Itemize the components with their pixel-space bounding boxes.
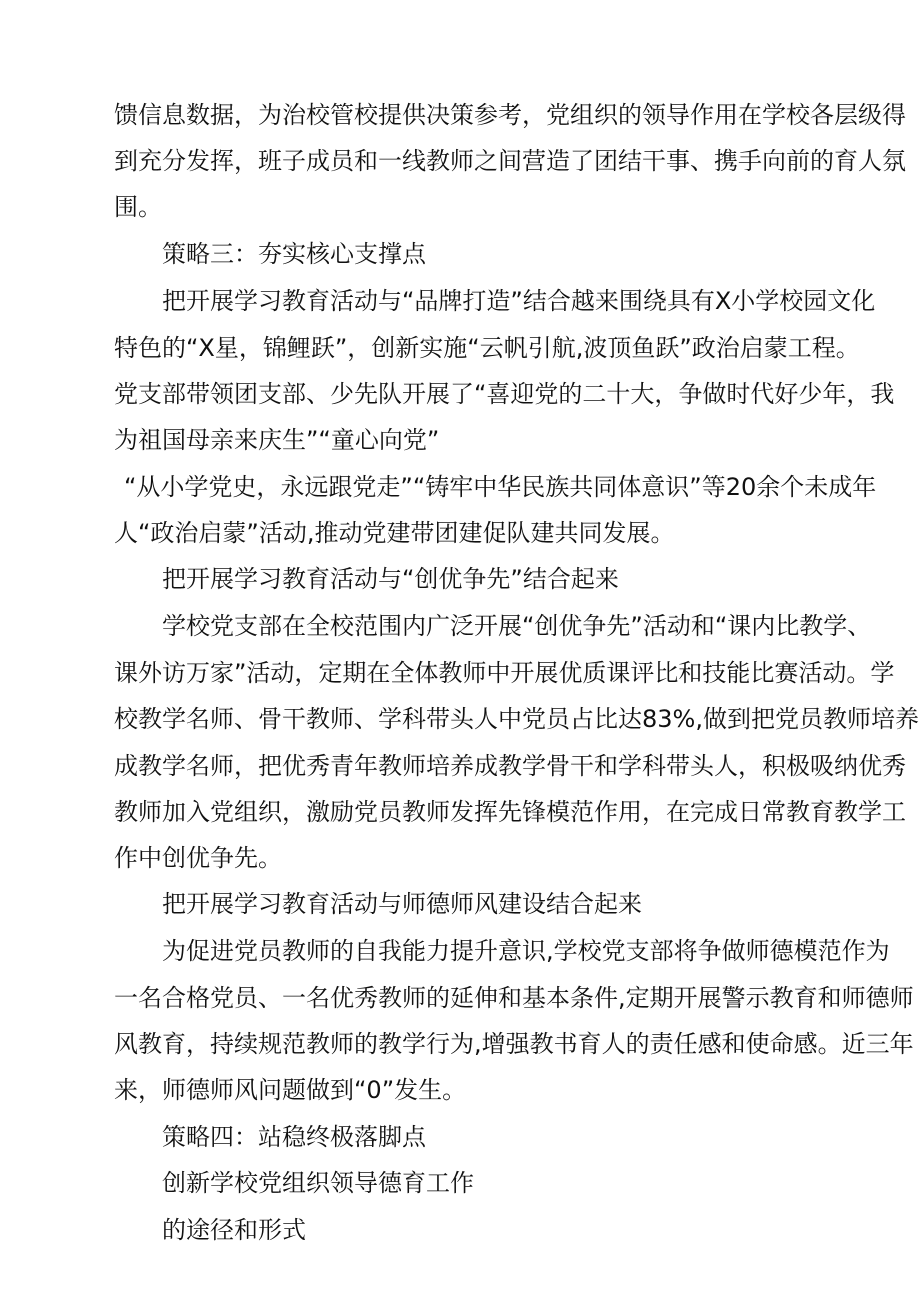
- text-line: 的途径和形式: [162, 1216, 306, 1244]
- text-line: 校教学名师、骨干教师、学科带头人中党员占比达83%,做到把党员教师培养: [114, 705, 919, 733]
- text-line: 成教学名师，把优秀青年教师培养成教学骨干和学科带头人，积极吸纳优秀: [114, 752, 906, 780]
- text-line: 一名合格党员、一名优秀教师的延伸和基本条件,定期开展警示教育和师德师: [114, 984, 914, 1012]
- text-line: 风教育，持续规范教师的教学行为,增强教书育人的责任感和使命感。近三年: [114, 1030, 914, 1058]
- text-line: 为祖国母亲来庆生”“童心向党”: [114, 426, 440, 454]
- text-line: 来，师德师风问题做到“0”发生。: [114, 1076, 467, 1104]
- text-line: 围。: [114, 193, 162, 221]
- text-line: 教师加入党组织，激励党员教师发挥先锋模范作用，在完成日常教育教学工: [114, 798, 906, 826]
- section-heading-strategy-3: 策略三：夯实核心支撑点: [162, 240, 426, 268]
- section-heading-strategy-4: 策略四：站稳终极落脚点: [162, 1123, 426, 1151]
- text-line: 人“政治启蒙”活动,推动党建带团建促队建共同发展。: [114, 519, 675, 547]
- subheading-excellence: 把开展学习教育活动与“创优争先”结合起来: [162, 565, 619, 593]
- text-line: 党支部带领团支部、少先队开展了“喜迎党的二十大，争做时代好少年，我: [114, 380, 895, 408]
- text-line: 特色的“X星，锦鲤跃”，创新实施“云帆引航,波顶鱼跃”政治启蒙工程。: [114, 334, 860, 362]
- text-line: 到充分发挥，班子成员和一线教师之间营造了团结干事、携手向前的育人氛: [114, 147, 906, 175]
- text-line: 馈信息数据，为治校管校提供决策参考，党组织的领导作用在学校各层级得: [114, 101, 906, 129]
- text-line: 创新学校党组织领导德育工作: [162, 1169, 474, 1197]
- text-line: 为促进党员教师的自我能力提升意识,学校党支部将争做师德模范作为: [162, 937, 890, 965]
- text-line: 把开展学习教育活动与“品牌打造”结合越来围绕具有X小学校园文化: [162, 287, 876, 315]
- text-line: 学校党支部在全校范围内广泛开展“创优争先”活动和“课内比教学、: [162, 612, 872, 640]
- text-line: 课外访万家”活动，定期在全体教师中开展优质课评比和技能比赛活动。学: [114, 659, 895, 687]
- text-line: 作中创优争先。: [114, 844, 282, 872]
- subheading-teacher-ethics: 把开展学习教育活动与师德师风建设结合起来: [162, 890, 642, 918]
- text-line: “从小学党史，永远跟党走”“铸牢中华民族共同体意识”等20余个未成年: [124, 473, 877, 501]
